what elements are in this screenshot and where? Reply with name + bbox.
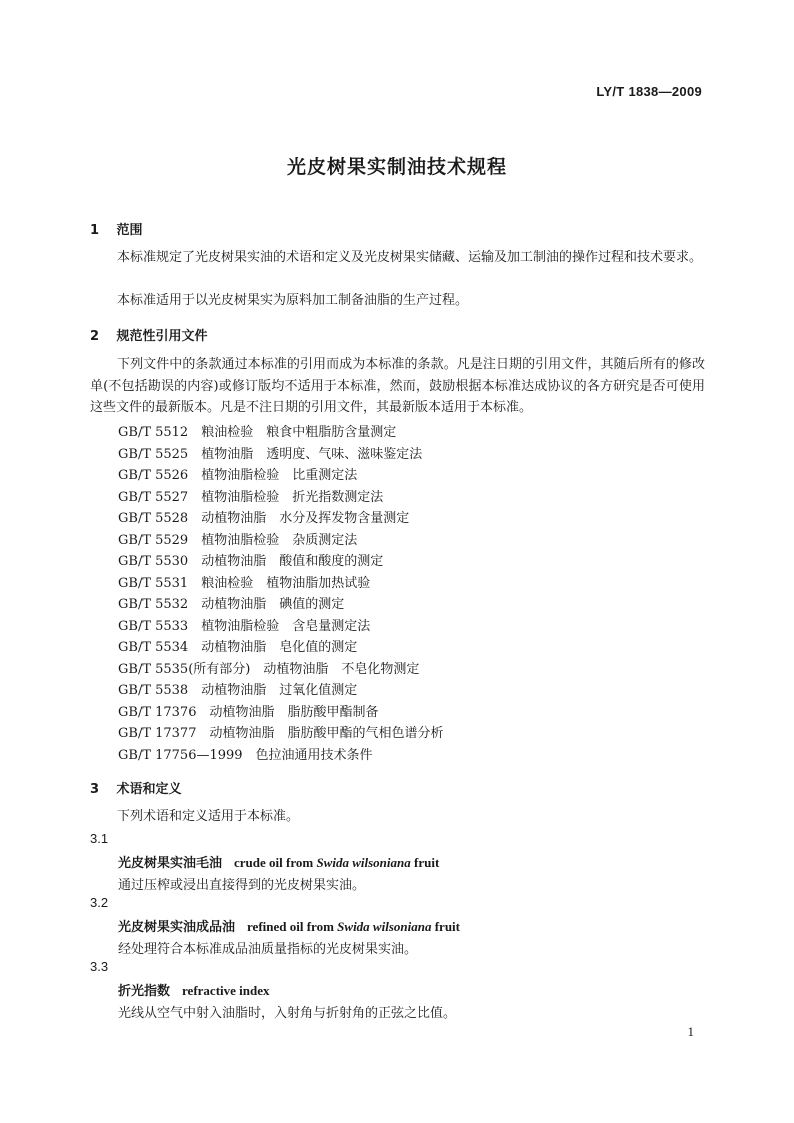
reference-item: GB/T 5538 动植物油脂 过氧化值测定 (118, 683, 358, 698)
reference-item: GB/T 5526 植物油脂检验 比重测定法 (118, 468, 358, 483)
reference-item: GB/T 5533 植物油脂检验 含皂量测定法 (118, 619, 371, 634)
section-title: 术语和定义 (116, 782, 182, 797)
term-definition: 经处理符合本标准成品油质量指标的光皮树果实油。 (118, 942, 418, 957)
section-1-paragraph-1: 本标准规定了光皮树果实油的术语和定义及光皮树果实储藏、运输及加工制油的操作过程和技术要求。 (117, 250, 703, 265)
section-title: 规范性引用文件 (116, 329, 208, 344)
document-title: 光皮树果实制油技术规程 (286, 156, 507, 178)
term-chinese: 光皮树果实油成品油 (118, 920, 236, 935)
reference-item: GB/T 5528 动植物油脂 水分及挥发物含量测定 (118, 511, 410, 526)
section-2-intro: 下列文件中的条款通过本标准的引用而成为本标准的条款。凡是注日期的引用文件，其随后所有的修改单(不包括勘误的内容)或修订版均不适用于本标准，然而，鼓励根据本标准达成协议的各方研究是否可使用这些文件的最新版本。凡是不注日期的引用文件，其最新版本适用于本标准。 (90, 357, 705, 415)
term-english: crude oil from Swida wilsoniana fruit (234, 855, 440, 870)
section-number: 1 (90, 223, 100, 238)
term-heading (118, 980, 270, 999)
term-chinese: 光皮树果实油毛油 (118, 856, 223, 871)
term-number: 3.3 (90, 959, 109, 974)
term-english: refined oil from Swida wilsoniana fruit (247, 919, 460, 934)
term-number: 3.1 (90, 831, 109, 846)
term-chinese: 折光指数 (118, 984, 171, 999)
section-3-heading (90, 778, 182, 797)
reference-item: GB/T 5530 动植物油脂 酸值和酸度的测定 (118, 554, 384, 569)
section-1-heading (90, 219, 143, 238)
reference-item: GB/T 5525 植物油脂 透明度、气味、滋味鉴定法 (118, 447, 423, 462)
term-heading (118, 916, 460, 935)
section-2-heading (90, 325, 208, 344)
reference-item: GB/T 17756—1999 色拉油通用技术条件 (118, 748, 373, 763)
reference-item: GB/T 17376 动植物油脂 脂肪酸甲酯制备 (118, 705, 379, 720)
page-number: 1 (687, 1024, 694, 1039)
term-number: 3.2 (90, 895, 109, 910)
reference-item: GB/T 5534 动植物油脂 皂化值的测定 (118, 640, 358, 655)
term-english: refractive index (182, 983, 270, 998)
term-definition: 通过压榨或浸出直接得到的光皮树果实油。 (118, 878, 366, 893)
term-definition: 光线从空气中射入油脂时，入射角与折射角的正弦之比值。 (118, 1006, 457, 1021)
reference-item: GB/T 5529 植物油脂检验 杂质测定法 (118, 533, 358, 548)
reference-item: GB/T 5531 粮油检验 植物油脂加热试验 (118, 576, 371, 591)
section-1-paragraph-2: 本标准适用于以光皮树果实为原料加工制备油脂的生产过程。 (117, 293, 469, 308)
reference-item: GB/T 5527 植物油脂检验 折光指数测定法 (118, 490, 384, 505)
section-number: 2 (90, 329, 100, 344)
reference-item: GB/T 17377 动植物油脂 脂肪酸甲酯的气相色谱分析 (118, 726, 444, 741)
reference-item: GB/T 5532 动植物油脂 碘值的测定 (118, 597, 345, 612)
reference-item: GB/T 5535(所有部分) 动植物油脂 不皂化物测定 (118, 662, 420, 677)
section-3-intro: 下列术语和定义适用于本标准。 (117, 809, 300, 824)
term-heading (118, 852, 439, 871)
section-title: 范围 (116, 223, 143, 238)
reference-item: GB/T 5512 粮油检验 粮食中粗脂肪含量测定 (118, 425, 397, 440)
section-number: 3 (90, 782, 100, 797)
standard-code: LY/T 1838—2009 (596, 84, 702, 99)
